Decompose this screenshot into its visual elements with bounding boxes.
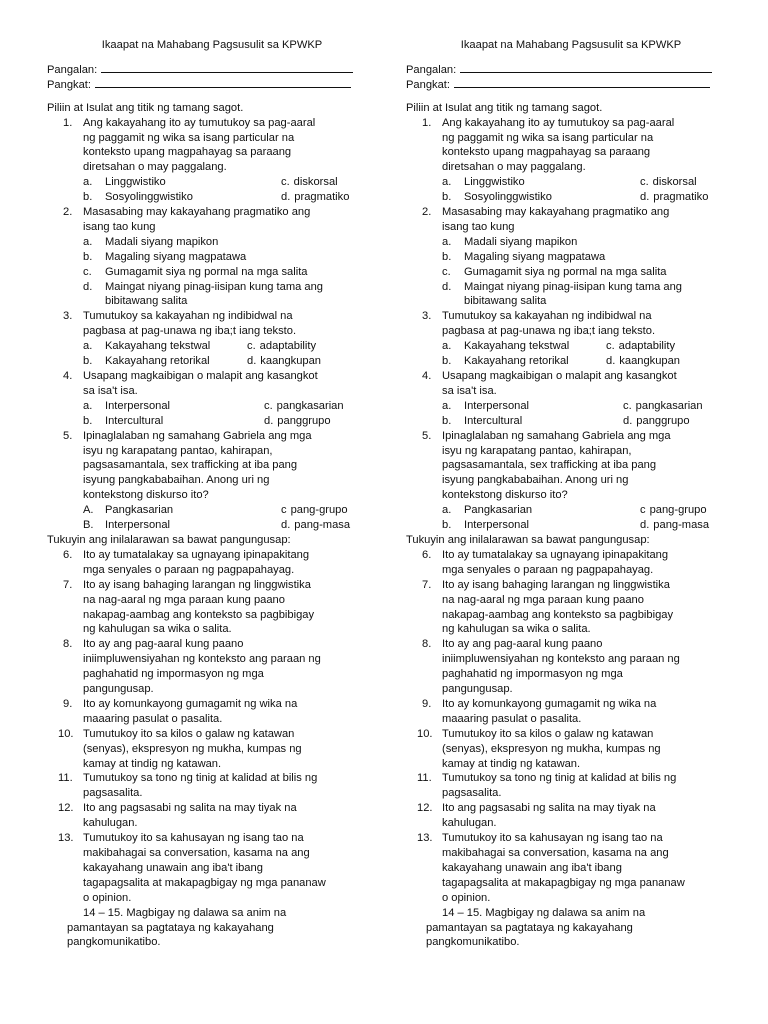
- option-c: c pang-grupo: [281, 504, 348, 517]
- name-blank-line[interactable]: [460, 63, 712, 73]
- option-a: a. Kakayahang tekstwal: [83, 340, 211, 353]
- question-14-15: 14 – 15. Magbigay ng dalawa sa anim na pamantayan sa pagtataya ng kakayahang pangkomunikatibo.: [67, 906, 287, 949]
- option-d: d. Maingat niyang pinag-iisipan kung tama ang bibitawang salita: [442, 280, 683, 308]
- option-a: a. Linggwistiko: [442, 176, 525, 189]
- option-b: b. Magaling siyang magpatawa: [442, 250, 606, 263]
- option-row: [442, 399, 736, 414]
- option-a: a. Madali siyang mapikon: [83, 235, 219, 248]
- option-row: [442, 414, 736, 429]
- question-5: 5. Ipinaglalaban ng samahang Gabriela ang mga isyu ng karapatang pantao, kahirapan, pagsasamantala, sex trafficking at iba pang isyung pangkababaihan. Anong uri ng kontekstong diskurso ito? A. Pangkasarian c pang-grupo B. Interpersonal d. pang-masa: [47, 429, 377, 533]
- option-c: c. pangkasarian: [264, 399, 344, 412]
- option-b: b. Intercultural: [442, 414, 523, 427]
- option-c: c. Gumagamit siya ng pormal na mga salita: [83, 265, 308, 278]
- question-5: 5. Ipinaglalaban ng samahang Gabriela ang mga isyu ng karapatang pantao, kahirapan, pagsasamantala, sex trafficking at iba pang isyung pangkababaihan. Anong uri ng kontekstong diskurso ito? a. Pangkasarian c pang-grupo b. Interpersonal d. pang-masa: [406, 429, 736, 533]
- instructions-multiple-choice: Piliin at Isulat ang titik ng tamang sagot.: [47, 101, 244, 114]
- question-2: 2. Masasabing may kakayahang pragmatiko ang isang tao kung a. Madali siyang mapikon b. Magaling siyang magpatawa c. Gumagamit siya ng pormal na mga salita d. Maingat niyang pinag-iisipan kung tama ang bibitawang salita: [47, 205, 377, 309]
- option-d: d. pang-masa: [640, 519, 710, 532]
- multiple-choice-list: [406, 116, 736, 533]
- option-d: d. kaangkupan: [247, 355, 322, 368]
- section-label: Pangkat:: [406, 78, 450, 91]
- option-c: c. adaptability: [606, 340, 676, 353]
- option-a: a. Madali siyang mapikon: [442, 235, 578, 248]
- instructions-multiple-choice: Piliin at Isulat ang titik ng tamang sagot.: [406, 101, 603, 114]
- section-label: Pangkat:: [47, 78, 91, 91]
- option-c: c. Gumagamit siya ng pormal na mga salita: [442, 265, 667, 278]
- option-d: d. kaangkupan: [606, 355, 681, 368]
- option-b: b. Sosyolinggwistiko: [442, 191, 552, 204]
- option-a: a. Interpersonal: [442, 399, 530, 412]
- option-b: b. Magaling siyang magpatawa: [83, 250, 247, 263]
- option-row: [83, 503, 377, 518]
- option-row: [442, 190, 736, 205]
- question-13: 13. Tumutukoy ito sa kahusayan ng isang tao na makibahagai sa conversation, kasama na ang kakayahang unawain ang iba't ibang tagapagsalita at makapagbigay ng mga pananaw o opinion.: [417, 832, 685, 904]
- question-10: 10. Tumutukoy ito sa kilos o galaw ng katawan (senyas), ekspresyon ng mukha, kumpas ng kamay at tindig ng katawan.: [417, 727, 661, 770]
- question-1: 1. Ang kakayahang ito ay tumutukoy sa pag-aaral ng paggamit ng wika sa isang particular na konteksto upang magpahayag sa paraang diretsahan o may paggalang. a. Linggwistiko c. diskorsal b. Sosyolinggwistiko d. pragmatiko: [406, 116, 736, 205]
- section-blank-line[interactable]: [454, 78, 710, 88]
- question-4: 4. Usapang magkaibigan o malapit ang kasangkot sa isa't isa. a. Interpersonal c. pangkasarian b. Intercultural d. panggrupo: [47, 369, 377, 429]
- option-c: c pang-grupo: [640, 504, 707, 517]
- question-11: 11. Tumutukoy sa tono ng tinig at kalidad at bilis ng pagsasalita.: [58, 772, 318, 800]
- quiz-column-right: [406, 38, 736, 950]
- option-d: d. Maingat niyang pinag-iisipan kung tama ang bibitawang salita: [83, 280, 324, 308]
- option-a: a. Pangkasarian: [442, 504, 533, 517]
- question-8: 8. Ito ay ang pag-aaral kung paano iniimpluwensiyahan ng konteksto ang paraan ng paghahatid ng impormasyon ng mga pangungusap.: [63, 638, 321, 696]
- question-13: 13. Tumutukoy ito sa kahusayan ng isang tao na makibahagai sa conversation, kasama na ang kakayahang unawain ang iba't ibang tagapagsalita at makapagbigay ng mga pananaw o opinion.: [58, 832, 326, 904]
- option-row: [83, 354, 377, 369]
- name-blank-line[interactable]: [101, 63, 353, 73]
- question-3: 3. Tumutukoy sa kakayahan ng indibidwal na pagbasa at pag-unawa ng iba;t iang teksto. a. Kakayahang tekstwal c. adaptability b. Kakayahang retorikal d. kaangkupan: [406, 309, 736, 369]
- section-field: [47, 78, 377, 93]
- option-b: b. Intercultural: [83, 414, 164, 427]
- question-12: 12. Ito ang pagsasabi ng salita na may tiyak na kahulugan.: [417, 802, 656, 830]
- option-row: [83, 518, 377, 533]
- option-row: [442, 518, 736, 533]
- quiz-title: Ikaapat na Mahabang Pagsusulit sa KPWKP: [101, 39, 323, 51]
- option-a: a. Interpersonal: [83, 399, 171, 412]
- question-1: 1. Ang kakayahang ito ay tumutukoy sa pag-aaral ng paggamit ng wika sa isang particular na konteksto upang magpahayag sa paraang diretsahan o may paggalang. a. Linggwistiko c. diskorsal b. Sosyolinggwistiko d. pragmatiko: [47, 116, 377, 205]
- identification-list: [47, 548, 377, 950]
- question-4: 4. Usapang magkaibigan o malapit ang kasangkot sa isa't isa. a. Interpersonal c. pangkasarian b. Intercultural d. panggrupo: [406, 369, 736, 429]
- option-d: d. pragmatiko: [640, 191, 709, 204]
- question-3: 3. Tumutukoy sa kakayahan ng indibidwal na pagbasa at pag-unawa ng iba;t iang teksto. a. Kakayahang tekstwal c. adaptability b. Kakayahang retorikal d. kaangkupan: [47, 309, 377, 369]
- option-b: b. Kakayahang retorikal: [442, 355, 569, 368]
- question-8: 8. Ito ay ang pag-aaral kung paano iniimpluwensiyahan ng konteksto ang paraan ng paghahatid ng impormasyon ng mga pangungusap.: [422, 638, 680, 696]
- section-blank-line[interactable]: [95, 78, 351, 88]
- option-d: d. pang-masa: [281, 519, 351, 532]
- option-b: b. Interpersonal: [442, 519, 530, 532]
- option-row: [442, 339, 736, 354]
- option-list: [83, 235, 377, 310]
- question-6: 6. Ito ay tumatalakay sa ugnayang ipinapakitang mga senyales o paraan ng pagpapahayag.: [422, 548, 669, 576]
- option-c: c. diskorsal: [640, 176, 697, 189]
- option-row: [83, 414, 377, 429]
- instructions-identification: Tukuyin ang inilalarawan sa bawat pangungusap:: [406, 533, 650, 546]
- option-d: d. panggrupo: [264, 414, 331, 427]
- instructions-identification: Tukuyin ang inilalarawan sa bawat pangungusap:: [47, 533, 291, 546]
- option-b: b. Sosyolinggwistiko: [83, 191, 193, 204]
- question-7: 7. Ito ay isang bahaging larangan ng linggwistika na nag-aaral ng mga paraan kung paano nakapag-aambag ang konteksto sa pagbibigay ng kahulugan sa wika o salita.: [422, 578, 674, 636]
- question-9: 9. Ito ay komunkayong gumagamit ng wika na maaaring pasulat o pasalita.: [63, 697, 298, 725]
- option-d: d. panggrupo: [623, 414, 690, 427]
- question-6: 6. Ito ay tumatalakay sa ugnayang ipinapakitang mga senyales o paraan ng pagpapahayag.: [63, 548, 310, 576]
- option-b: B. Interpersonal: [83, 519, 171, 532]
- question-14-15: 14 – 15. Magbigay ng dalawa sa anim na pamantayan sa pagtataya ng kakayahang pangkomunikatibo.: [426, 906, 646, 949]
- option-c: c. adaptability: [247, 340, 317, 353]
- option-a: A. Pangkasarian: [83, 504, 174, 517]
- question-12: 12. Ito ang pagsasabi ng salita na may tiyak na kahulugan.: [58, 802, 297, 830]
- option-row: [83, 190, 377, 205]
- option-d: d. pragmatiko: [281, 191, 350, 204]
- name-label: Pangalan:: [47, 63, 98, 76]
- identification-list: [406, 548, 736, 950]
- option-b: b. Kakayahang retorikal: [83, 355, 210, 368]
- option-a: a. Kakayahang tekstwal: [442, 340, 570, 353]
- option-row: [83, 399, 377, 414]
- option-c: c. diskorsal: [281, 176, 338, 189]
- quiz-title: Ikaapat na Mahabang Pagsusulit sa KPWKP: [460, 39, 682, 51]
- option-c: c. pangkasarian: [623, 399, 703, 412]
- option-row: [442, 354, 736, 369]
- question-10: 10. Tumutukoy ito sa kilos o galaw ng katawan (senyas), ekspresyon ng mukha, kumpas ng kamay at tindig ng katawan.: [58, 727, 302, 770]
- name-field: [47, 63, 377, 78]
- option-row: [83, 175, 377, 190]
- option-a: a. Linggwistiko: [83, 176, 166, 189]
- option-list: [442, 235, 736, 310]
- multiple-choice-list: [47, 116, 377, 533]
- question-2: 2. Masasabing may kakayahang pragmatiko ang isang tao kung a. Madali siyang mapikon b. Magaling siyang magpatawa c. Gumagamit siya ng pormal na mga salita d. Maingat niyang pinag-iisipan kung tama ang bibitawang salita: [406, 205, 736, 309]
- option-row: [442, 503, 736, 518]
- question-9: 9. Ito ay komunkayong gumagamit ng wika na maaaring pasulat o pasalita.: [422, 697, 657, 725]
- question-7: 7. Ito ay isang bahaging larangan ng linggwistika na nag-aaral ng mga paraan kung paano nakapag-aambag ang konteksto sa pagbibigay ng kahulugan sa wika o salita.: [63, 578, 315, 636]
- question-11: 11. Tumutukoy sa tono ng tinig at kalidad at bilis ng pagsasalita.: [417, 772, 677, 800]
- option-row: [83, 339, 377, 354]
- name-field: [406, 63, 736, 78]
- section-field: [406, 78, 736, 93]
- name-label: Pangalan:: [406, 63, 457, 76]
- quiz-column-left: [47, 38, 377, 950]
- option-row: [442, 175, 736, 190]
